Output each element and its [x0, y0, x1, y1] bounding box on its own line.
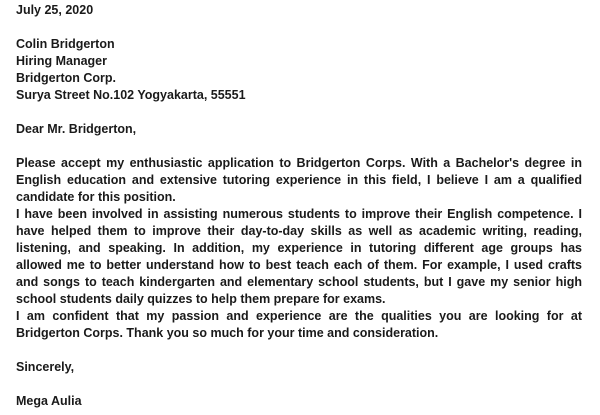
recipient-name: Colin Bridgerton: [16, 37, 115, 51]
spacer: [16, 19, 582, 36]
cover-letter: [16, 2, 582, 410]
body-paragraph-closing: I am confident that my passion and experience are the qualities you are looking for at Bridgerton Corps. Thank you so much for your time and consideration.: [16, 309, 582, 340]
salutation: Dear Mr. Bridgerton,: [16, 122, 137, 136]
recipient-company: Bridgerton Corp.: [16, 71, 116, 85]
spacer: [16, 376, 582, 393]
recipient-block: [16, 36, 582, 104]
spacer: [16, 104, 582, 121]
spacer: [16, 342, 582, 359]
recipient-title: Hiring Manager: [16, 54, 107, 68]
closing: Sincerely,: [16, 360, 75, 374]
letter-body: [16, 155, 582, 342]
signature-name: Mega Aulia: [16, 394, 82, 408]
recipient-address: Surya Street No.102 Yogyakarta, 55551: [16, 88, 246, 102]
letter-date: July 25, 2020: [16, 3, 94, 17]
body-paragraph-intro: Please accept my enthusiastic application to Bridgerton Corps. With a Bachelor's degree in English education and extensive tutoring experience in this field, I believe I am a qualified candidate for this position.: [16, 156, 582, 204]
spacer: [16, 138, 582, 155]
body-paragraph-experience: I have been involved in assisting numerous students to improve their English competence. I have helped them to improve their day-to-day skills as well as academic writing, reading, listening, and speaking. In addition, my experience in tutoring different age groups has allowed me to better understand how to best teach each of them. For example, I used crafts and songs to teach kindergarten and elementary school students, but I gave my senior high school students daily quizzes to help them prepare for exams.: [16, 207, 582, 306]
